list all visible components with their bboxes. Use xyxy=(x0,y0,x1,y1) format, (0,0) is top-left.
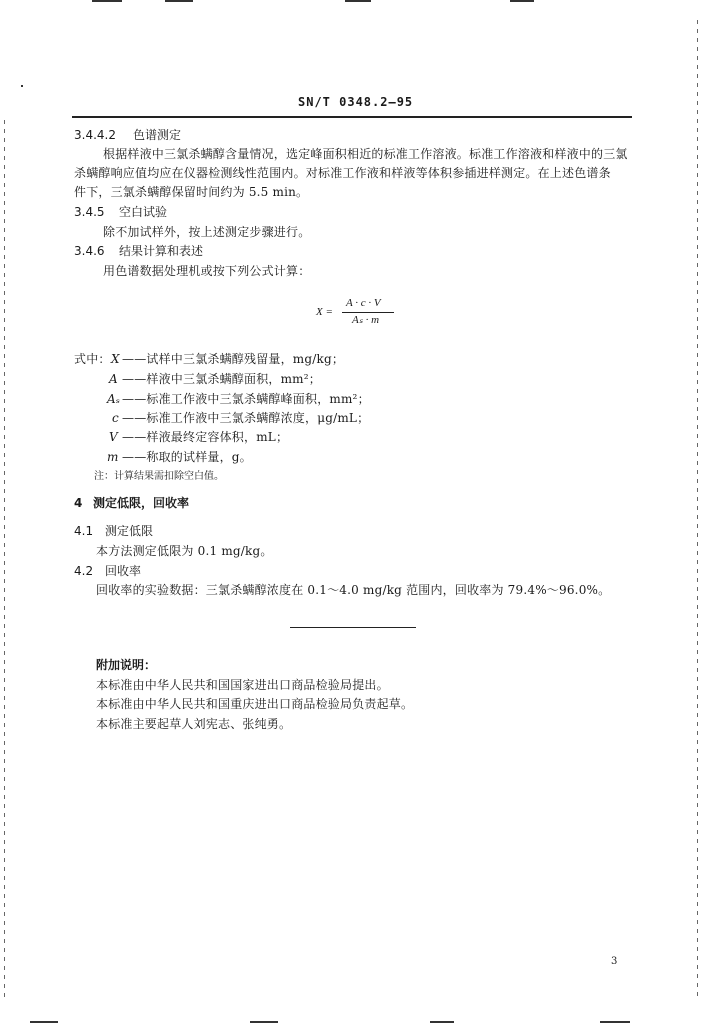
scan-mark-top-4 xyxy=(510,0,534,2)
section-num-3-4-4-2: 3.4.4.2 xyxy=(74,128,116,142)
right-edge-mark xyxy=(697,20,698,1000)
appendix-title: 附加说明： xyxy=(96,658,157,672)
def-text: ——标准工作液中三氯杀螨醇浓度，μg/mL； xyxy=(122,411,370,425)
def-symbol: A xyxy=(109,372,118,386)
definitions-prefix: 式中： xyxy=(74,352,111,366)
def-symbol: V xyxy=(109,430,118,444)
paragraph-line: 本方法测定低限为 0.1 mg/kg。 xyxy=(96,544,273,558)
def-symbol: m xyxy=(107,450,119,464)
section-num-4-2: 4.2 xyxy=(74,564,94,578)
def-symbol: Aₛ xyxy=(107,392,121,406)
def-text: ——称取的试样量，g。 xyxy=(122,450,252,464)
section-title-4-2: 回收率 xyxy=(105,564,142,578)
scan-mark-top-1 xyxy=(92,0,122,2)
scan-dot xyxy=(21,85,23,87)
paragraph-line: 回收率的实验数据：三氯杀螨醇浓度在 0.1～4.0 mg/kg 范围内，回收率为 79.4%～96.0%。 xyxy=(96,583,611,597)
calculation-note: 注：计算结果需扣除空白值。 xyxy=(94,471,224,482)
section-num-3-4-6: 3.4.6 xyxy=(74,244,105,258)
section-num-4: 4 xyxy=(74,496,83,510)
section-num-4-1: 4.1 xyxy=(74,524,94,538)
section-title-4: 测定低限，回收率 xyxy=(93,496,190,510)
def-text: ——试样中三氯杀螨醇残留量，mg/kg； xyxy=(122,352,345,366)
scan-mark-bottom-3 xyxy=(430,1021,454,1023)
left-edge-mark xyxy=(4,120,5,1000)
header-rule xyxy=(72,116,632,118)
def-text: ——标准工作液中三氯杀螨醇峰面积，mm²； xyxy=(122,392,370,406)
section-title-3-4-5: 空白试验 xyxy=(119,205,168,219)
scan-mark-top-2 xyxy=(165,0,193,2)
def-symbol: X xyxy=(111,352,120,366)
appendix-line: 本标准主要起草人刘宪志、张纯勇。 xyxy=(96,717,292,731)
appendix-line: 本标准由中华人民共和国重庆进出口商品检验局负责起草。 xyxy=(96,697,414,711)
scan-mark-bottom-2 xyxy=(250,1021,278,1023)
def-text: ——样液最终定容体积，mL； xyxy=(122,430,289,444)
section-title-3-4-4-2: 色谱测定 xyxy=(133,128,182,142)
paragraph-line: 件下，三氯杀螨醇保留时间约为 5.5 min。 xyxy=(74,185,309,199)
section-title-3-4-6: 结果计算和表述 xyxy=(119,244,204,258)
section-num-3-4-5: 3.4.5 xyxy=(74,205,105,219)
end-rule xyxy=(290,627,416,628)
formula-lhs: X = xyxy=(316,306,333,318)
paragraph-line: 除不加试样外，按上述测定步骤进行。 xyxy=(103,225,311,239)
formula-denominator: Aₛ · m xyxy=(352,314,380,326)
appendix-line: 本标准由中华人民共和国国家进出口商品检验局提出。 xyxy=(96,678,389,692)
def-text: ——样液中三氯杀螨醇面积，mm²； xyxy=(122,372,321,386)
paragraph-line: 用色谱数据处理机或按下列公式计算： xyxy=(103,264,311,278)
scan-mark-top-3 xyxy=(345,0,371,2)
scan-mark-bottom-4 xyxy=(600,1021,630,1023)
formula-numerator: A · c · V xyxy=(346,297,381,309)
paragraph-line: 杀螨醇响应值均应在仪器检测线性范围内。对标准工作液和样液等体积参插进样测定。在上述色谱条 xyxy=(74,166,611,180)
def-symbol: c xyxy=(112,411,119,425)
standard-code: SN/T 0348.2—95 xyxy=(298,95,414,109)
scan-mark-bottom-1 xyxy=(30,1021,58,1023)
paragraph-line: 根据样液中三氯杀螨醇含量情况，选定峰面积相近的标准工作溶液。标准工作溶液和样液中的三氯 xyxy=(103,147,628,161)
page-number: 3 xyxy=(611,956,618,967)
section-title-4-1: 测定低限 xyxy=(105,524,154,538)
